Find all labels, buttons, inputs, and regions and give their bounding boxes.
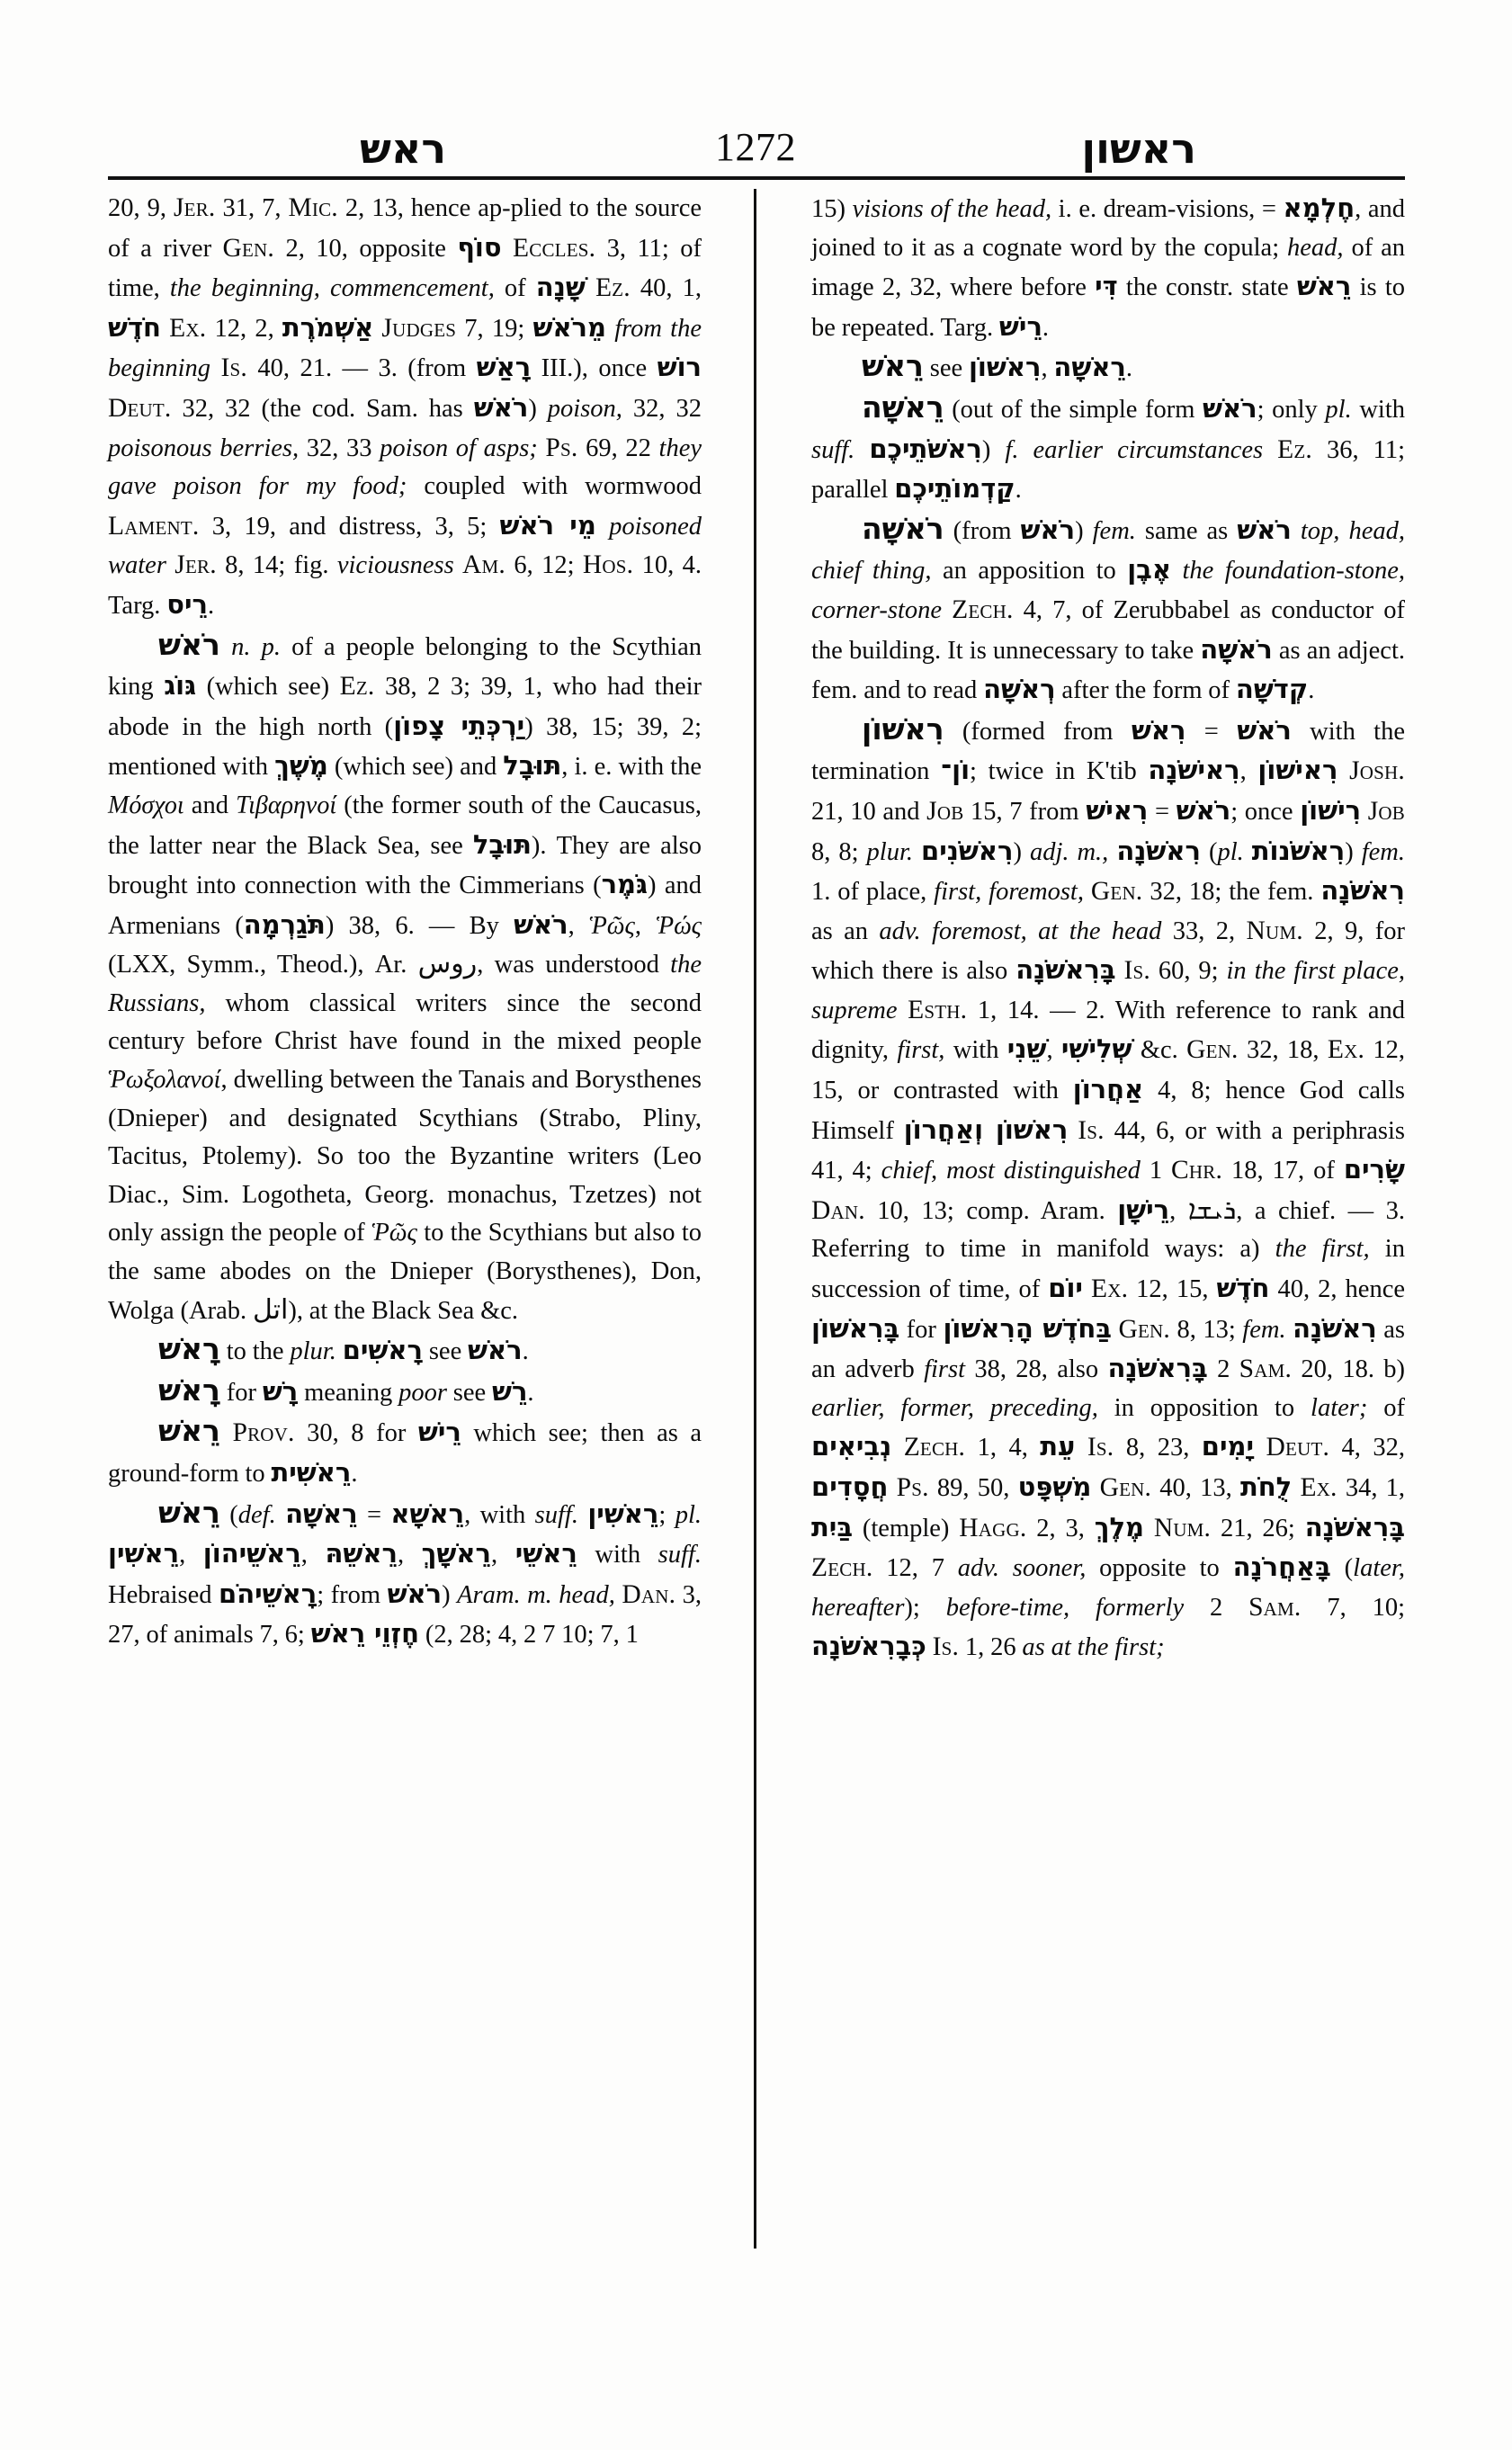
entry-paragraph: רֵאשָׁה (out of the simple form רֹאשׁ; only pl. with suff. רִאשֹׁתֵיכֶם) f. earlier circumstances Ez. 36, 11; parallel קַדְמוֹתֵיכֶם. [811, 389, 1406, 505]
entry-paragraph: רֵאשׁ Prov. 30, 8 for רֵישׁ which see; then as a ground-form to רֵאשִׁית. [108, 1413, 702, 1488]
entry-paragraph: רָאשׁ to the plur. רָאשִׁים see רֹאשׁ. [158, 1331, 529, 1367]
page-number: 1272 [715, 125, 796, 169]
two-column-body [108, 189, 1405, 2347]
entry-paragraph: רִאשׁוֹן (formed from רִאשׁ = רֹאשׁ with the termination וֹן־; twice in K'tib רִאישֹׁנָה, רִאישׁוֹן Josh. 21, 10 and Job 15, 7 from רִאישׁ = רֹאשׁ; once רִישׁוֹן Job 8, 8; plur. רִאשֹׁנִים) adj. m., רִאשֹׁנָה (pl. רִאשֹׁנוֹת) fem. 1. of place, first, foremost, Gen. 32, 18; the fem. רִאשֹׁנָה as an adv. foremost, at the head 33, 2, Num. 2, 9, for which there is also בָּרִאשֹׁנָה Is. 60, 9; in the first place, supreme Esth. 1, 14. — 2. With reference to rank and dignity, first, with שֵׁנִי, שְׁלִישִׁי &c. Gen. 32, 18, Ex. 12, 15, or contrasted with אַחֲרוֹן 4, 8; hence God calls Himself רִאשׁוֹן וְאַחֲרוֹן Is. 44, 6, or with a periphrasis 41, 4; chief, most distinguished 1 Chr. 18, 17, of שָׂרִים Dan. 10, 13; comp. Aram. רֵישָׁן, ܪܝܫܐ, a chief. — 3. Referring to time in manifold ways: a) the first, in succession of time, of יוֹם Ex. 12, 15, חֹדֶשׁ 40, 2, hence בָּרִאשׁוֹן for בַּחֹדֶשׁ הָרִאשׁוֹן Gen. 8, 13; fem. רִאשֹׁנָה as an adverb first 38, 28, also בָּרִאשֹׁנָה 2 Sam. 20, 18. b) earlier, former, preceding, in opposition to later; of נְבִיאִים Zech. 1, 4, עֵת Is. 8, 23, יָמִים Deut. 4, 32, חֲסָדִים Ps. 89, 50, מִשְׁפָּט Gen. 40, 13, לֻחֹת Ex. 34, 1, בַּיִת (temple) Hagg. 2, 3, מֶלֶךְ Num. 21, 26; בָּרִאשֹׁנָה Zech. 12, 7 adv. sooner, opposite to בָּאַחֲרֹנָה (later, hereafter); before-time, formerly 2 Sam. 7, 10; כְּבָרִאשֹׁנָה Is. 1, 26 as at the first; [811, 711, 1406, 1662]
column-divider [754, 189, 756, 2249]
entry-paragraph: רָאשׁ for רָשׁ meaning poor see רֵשׁ. [158, 1372, 534, 1408]
right-column [811, 189, 1405, 2347]
entry-paragraph: 20, 9, Jer. 31, 7, Mic. 2, 13, hence ap-plied to the source of a river Gen. 2, 10, opposite סוֹף Eccles. 3, 11; of time, the beginning, commencement, of שָׁנָה Ez. 40, 1, חֹדֶשׁ Ex. 12, 2, אַשְׁמֹרֶת Judges 7, 19; מֵרֹאשׁ from the beginning Is. 40, 21. — 3. (from רָאַשׁ III.), once רוֹשׁ Deut. 32, 32 (the cod. Sam. has רֹאשׁ) poison, 32, 32 poisonous berries, 32, 33 poison of asps; Ps. 69, 22 they gave poison for my food; coupled with wormwood Lament. 3, 19, and distress, 3, 5; מֵי רֹאשׁ poisoned water Jer. 8, 14; fig. viciousness Am. 6, 12; Hos. 10, 4. Targ. רֵיס. [108, 193, 702, 620]
entry-paragraph: רֵאשׁ (def. רֵאשָׁה = רֵאשָׁא, with suff. רֵאשִׁין; pl. רֵאשִׁין, רֵאשֵׁיהוֹן, רֵאשֵׁהּ, רֵאשָׁךְ, רֵאשֵׁי with suff. Hebraised רָאשֵׁיהֹם; from רֹאשׁ) Aram. m. head, Dan. 3, 27, of animals 7, 6; חֶזְוֵי רֵאשׁ (2, 28; 4, 2 7 10; 7, 1 [108, 1494, 702, 1650]
running-head [108, 97, 1403, 173]
header-rule [108, 176, 1405, 180]
left-column [108, 189, 702, 2347]
entry-paragraph: רֵאשׁ see רִאשׁוֹן, רֵאשָׁה. [862, 348, 1133, 384]
entry-paragraph: רֹאשָׁה (from רֹאשׁ) fem. same as רֹאשׁ top, head, chief thing, an apposition to אֶבֶן the foundation-stone, corner-stone Zech. 4, 7, of Zerubbabel as conductor of the building. It is unnecessary to take רֹאשָׁה as an adject. fem. and to read רְאֹשָׁה after the form of קְדֹשָׁה. [811, 510, 1405, 705]
running-head-right-headword: ראשון [1081, 124, 1196, 173]
running-head-left-headword: ראש [360, 124, 447, 173]
entry-paragraph: רֹאשׁ n. p. of a people belonging to the Scythian king גּוֹג (which see) Ez. 38, 2 3; 39, 1, who had their abode in the high north (יַרְכְּתֵי צָפוֹן) 38, 15; 39, 2; mentioned with מֶשֶׁךְ (which see) and תּוּבָל, i. e. with the Μόσχοι and Τιβαρηνοί (the former south of the Caucasus, the latter near the Black Sea, see תּוּבָל). They are also brought into connection with the Cimmerians (גֹּמֶר) and Armenians (תֹּגַרְמָה) 38, 6. — By רֹאשׁ, Ῥῶς, Ῥώς (LXX, Symm., Theod.), Ar. روس, was understood the Russians, whom classical writers since the second century before Christ have found in the mixed people Ῥωξολανοί, dwelling between the Tanais and Borysthenes (Dnieper) and designated Scythians (Strabo, Pliny, Tacitus, Ptolemy). So too the Byzantine writers (Leo Diac., Sim. Logotheta, Georg. monachus, Tzetzes) not only assign the people of Ῥῶς to the Scythians but also to the same abodes on the Dnieper (Borysthenes), Don, Wolga (Arab. اتل), at the Black Sea &c. [108, 626, 702, 1326]
entry-paragraph: 15) visions of the head, i. e. dream-visions, = חֶלְמָא, and joined to it as a cognate word by the copula; head, of an image 2, 32, where before דִּי the constr. state רֵאשׁ is to be repeated. Targ. רֵישׁ. [811, 192, 1406, 342]
